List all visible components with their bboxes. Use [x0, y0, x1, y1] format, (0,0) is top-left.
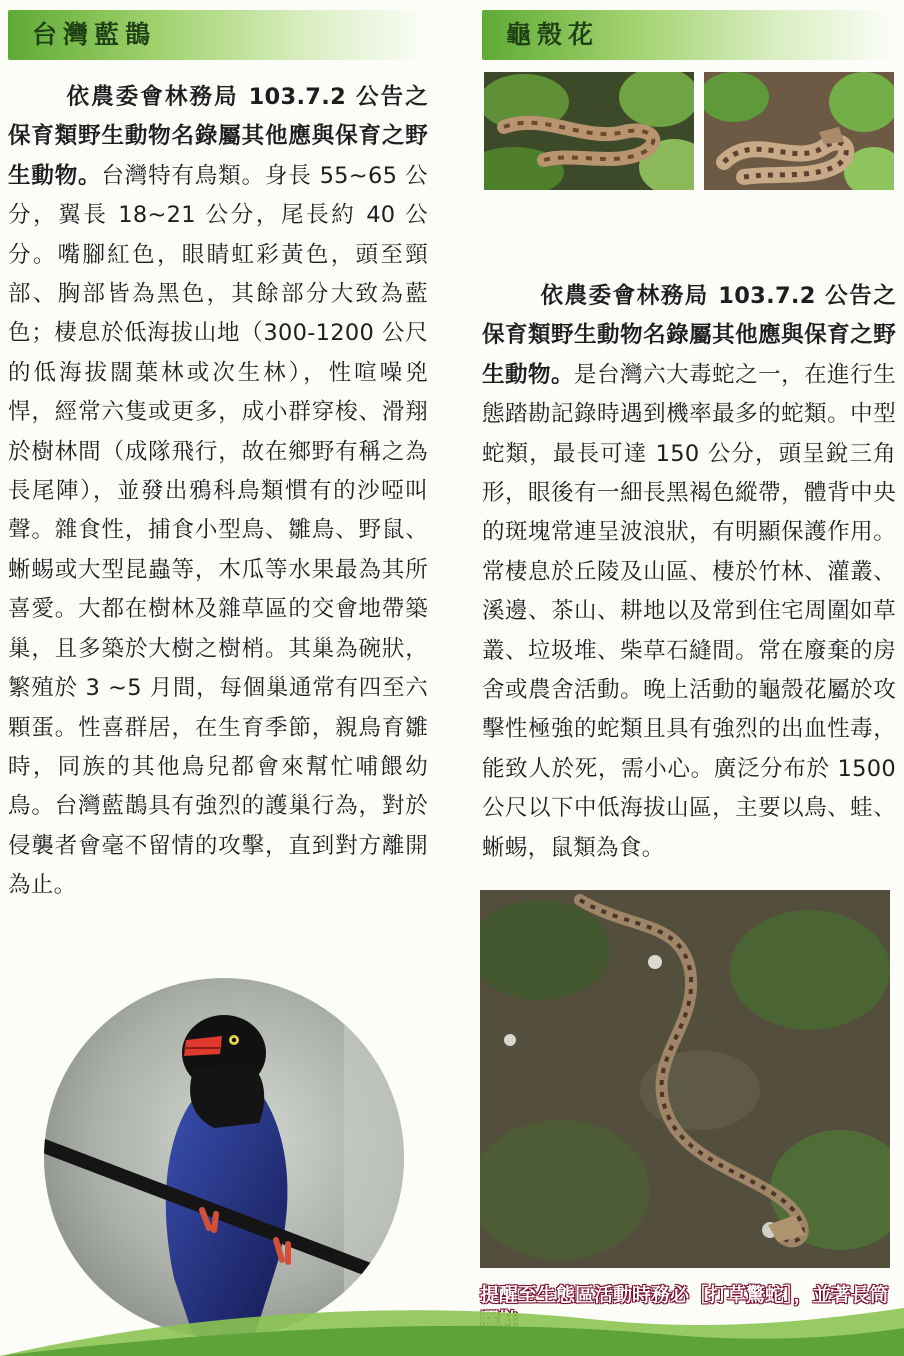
pit-viper-photo-2 [704, 72, 894, 190]
pit-viper-conservation-status: 依農委會林務局 103.7.2 公告之保育類野生動物名錄屬其他應與保育之野生動物。 [482, 283, 896, 388]
snake-safety-caption: 提醒至生態區活動時務必［打草驚蛇］，並著長筒 [480, 1284, 889, 1306]
blue-magpie-photo [44, 978, 404, 1338]
blue-magpie-description [8, 78, 428, 906]
pit-viper-body: 是台灣六大毒蛇之一，在進行生態踏勘記錄時遇到機率最多的蛇類。中型蛇類，最長可達 150 公分，頭呈銳三角形，眼後有一細長黑褐色縱帶，體背中央的斑塊常連呈波浪狀，有明顯保護作用。常棲息於丘陵及山區、棲於竹林、灌叢、溪邊、茶山、耕地以及常到住宅周圍如草叢、垃圾堆、柴草石縫間。常在廢棄的房舍或農舍活動。晚上活動的龜殼花屬於攻擊性極強的蛇類且具有強烈的出血性毒，能致人於死，需小心。廣泛分布於 1500 公尺以下中低海拔山區，主要以鳥、蛙、蜥蜴，鼠類為食。 [482, 361, 896, 861]
bottom-wave-decoration [0, 1290, 904, 1356]
pit-viper-photo-1 [484, 72, 694, 190]
left-column [8, 10, 428, 906]
section-title-pit-viper: 龜殼花 [482, 10, 896, 60]
blue-magpie-body: 台灣特有鳥類。身長 55~65 公分，翼長 18~21 公分，尾長約 40 公分。嘴腳紅色，眼睛虹彩黃色，頭至頸部、胸部皆為黑色，其餘部分大致為藍色；棲息於低海拔山地（300-1200 公尺的低海拔闊葉林或次生林），性喧噪兇悍，經常六隻或更多，成小群穿梭、滑翔於樹林間（成隊飛行，故在鄉野有稱之為長尾陣），並發出鴉科鳥類慣有的沙啞叫聲。雜食性，捕食小型鳥、雛鳥、野鼠、蜥蜴或大型昆蟲等，木瓜等水果最為其所喜愛。大都在樹林及雜草區的交會地帶築巢，且多築於大樹之樹梢。其巢為碗狀，繁殖於 3 ~5 月間，每個巢通常有四至六顆蛋。性喜群居，在生育季節，親鳥育雛時，同族的其他鳥兒都會來幫忙哺餵幼鳥。台灣藍鵲具有強烈的護巢行為，對於侵襲者會毫不留情的攻擊，直到對方離開為止。 [8, 162, 428, 899]
blue-magpie-conservation-status: 依農委會林務局 103.7.2 公告之保育類野生動物名錄屬其他應與保育之野生動物。 [8, 84, 428, 189]
section-title-blue-magpie: 台灣藍鵲 [8, 10, 428, 60]
pit-viper-description [482, 277, 896, 868]
pit-viper-photo-large [480, 890, 890, 1268]
